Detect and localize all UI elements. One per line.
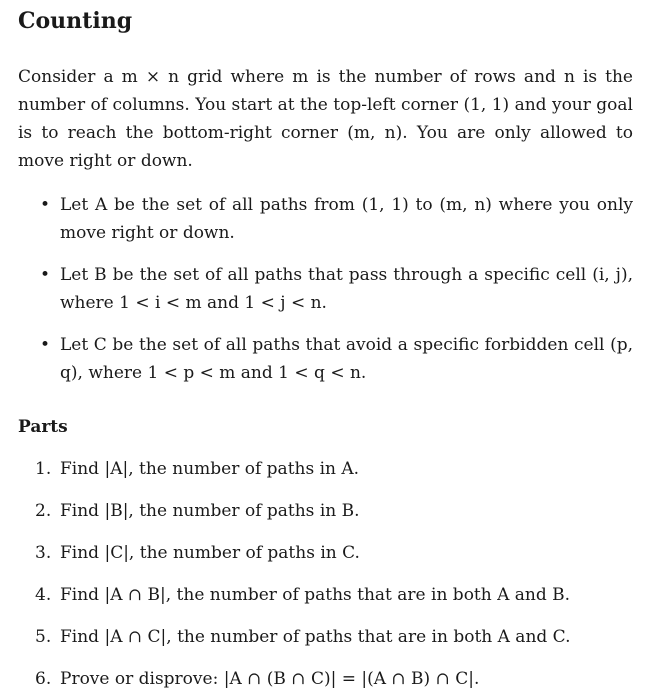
part-text: Find |A|, the number of paths in A. bbox=[60, 459, 360, 479]
part-number: 2. bbox=[35, 501, 52, 521]
intro-paragraph: Consider a m × n grid where m is the number of rows and n is the number of columns. You start at the top-left corner (1, 1) and your goal is to reach the bottom-right corner (m, n). You are only allowed to move right or down. bbox=[18, 67, 633, 171]
page-title: Counting bbox=[18, 8, 133, 34]
part-text: Find |A ∩ B|, the number of paths that are in both A and B. bbox=[60, 585, 571, 605]
part-item-3 bbox=[18, 539, 633, 567]
definition-item-c bbox=[18, 331, 633, 387]
definition-text: Let A be the set of all paths from (1, 1) to (m, n) where you only move right or down. bbox=[60, 195, 633, 243]
definition-text: Let B be the set of all paths that pass through a specific cell (i, j), where 1 < i < m and 1 < j < n. bbox=[60, 265, 633, 313]
part-number: 5. bbox=[35, 627, 52, 647]
bullet-icon: • bbox=[40, 195, 51, 215]
part-number: 6. bbox=[35, 669, 52, 689]
part-item-1 bbox=[18, 455, 633, 483]
parts-list bbox=[18, 455, 633, 693]
definitions-list bbox=[18, 191, 633, 387]
part-text: Find |B|, the number of paths in B. bbox=[60, 501, 360, 521]
part-number: 3. bbox=[35, 543, 52, 563]
part-number: 1. bbox=[35, 459, 52, 479]
definition-item-a bbox=[18, 191, 633, 247]
part-item-5 bbox=[18, 623, 633, 651]
definition-text: Let C be the set of all paths that avoid a specific forbidden cell (p, q), where 1 < p < m and 1 < q < n. bbox=[60, 335, 633, 383]
part-item-4 bbox=[18, 581, 633, 609]
bullet-icon: • bbox=[40, 265, 51, 285]
bullet-icon: • bbox=[40, 335, 51, 355]
part-number: 4. bbox=[35, 585, 52, 605]
part-text: Find |C|, the number of paths in C. bbox=[60, 543, 360, 563]
part-item-6 bbox=[18, 665, 633, 693]
part-text: Prove or disprove: |A ∩ (B ∩ C)| = |(A ∩ B) ∩ C|. bbox=[60, 669, 480, 689]
part-item-2 bbox=[18, 497, 633, 525]
part-text: Find |A ∩ C|, the number of paths that are in both A and C. bbox=[60, 627, 571, 647]
definition-item-b bbox=[18, 261, 633, 317]
parts-heading: Parts bbox=[18, 417, 68, 437]
